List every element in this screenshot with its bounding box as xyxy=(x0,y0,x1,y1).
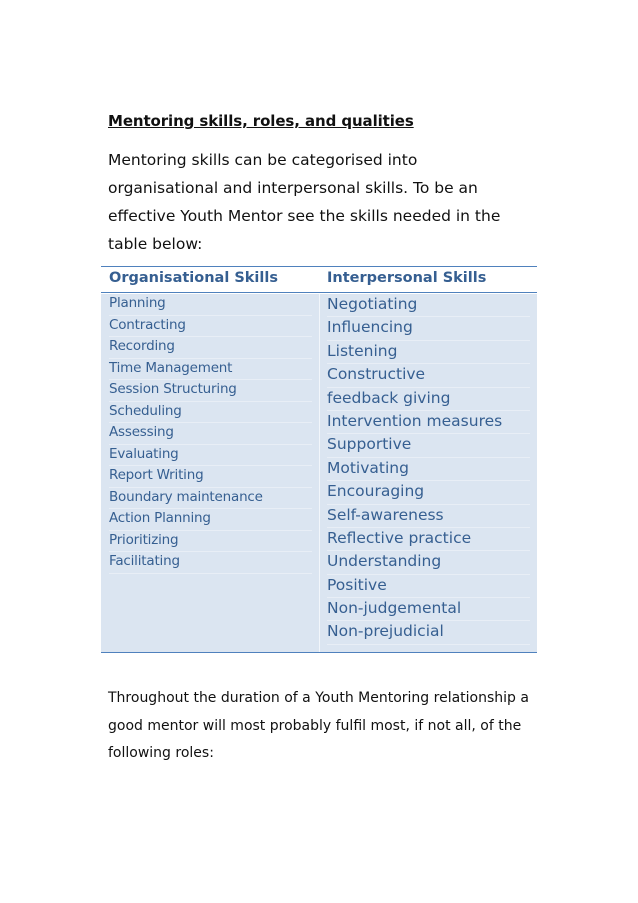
interpersonal-skill-item: Listening xyxy=(327,341,530,364)
column-divider xyxy=(319,294,320,652)
roles-paragraph: Throughout the duration of a Youth Mentoring relationship a good mentor will most probably fulfil most, if not all, of the following roles: xyxy=(108,690,529,761)
organisational-skill-item: Session Structuring xyxy=(109,380,312,402)
organisational-skill-item: Contracting xyxy=(109,316,312,338)
organisational-skills-list xyxy=(109,294,312,574)
interpersonal-skill-item: feedback giving xyxy=(327,388,530,411)
skills-table xyxy=(101,266,537,653)
organisational-skill-item: Boundary maintenance xyxy=(109,488,312,510)
organisational-skill-item: Assessing xyxy=(109,423,312,445)
table-body xyxy=(101,294,537,652)
interpersonal-skill-item: Non-judgemental xyxy=(327,598,530,621)
organisational-skill-item: Action Planning xyxy=(109,509,312,531)
organisational-skill-item: Report Writing xyxy=(109,466,312,488)
interpersonal-skill-item: Intervention measures xyxy=(327,411,530,434)
interpersonal-skill-item: Supportive xyxy=(327,434,530,457)
interpersonal-skill-item: Self-awareness xyxy=(327,505,530,528)
organisational-skill-item: Facilitating xyxy=(109,552,312,574)
interpersonal-skills-header: Interpersonal Skills xyxy=(327,270,487,286)
interpersonal-skill-item: Negotiating xyxy=(327,294,530,317)
header-rule xyxy=(101,292,537,293)
interpersonal-skill-item: Non-prejudicial xyxy=(327,621,530,644)
section-heading: Mentoring skills, roles, and qualities xyxy=(108,112,414,130)
intro-paragraph: Mentoring skills can be categorised into organisational and interpersonal skills. To be an effective Youth Mentor see the skills needed in the table below: xyxy=(108,151,501,253)
organisational-skill-item: Evaluating xyxy=(109,445,312,467)
organisational-skill-item: Prioritizing xyxy=(109,531,312,553)
organisational-skill-item: Time Management xyxy=(109,359,312,381)
organisational-skill-item: Scheduling xyxy=(109,402,312,424)
organisational-skill-item: Planning xyxy=(109,294,312,316)
interpersonal-skill-item: Reflective practice xyxy=(327,528,530,551)
interpersonal-skills-list xyxy=(327,294,530,645)
interpersonal-skill-item: Encouraging xyxy=(327,481,530,504)
interpersonal-skill-item: Positive xyxy=(327,575,530,598)
interpersonal-skill-item: Understanding xyxy=(327,551,530,574)
interpersonal-skill-item: Constructive xyxy=(327,364,530,387)
interpersonal-skill-item: Motivating xyxy=(327,458,530,481)
organisational-skills-header: Organisational Skills xyxy=(109,270,278,286)
organisational-skill-item: Recording xyxy=(109,337,312,359)
interpersonal-skill-item: Influencing xyxy=(327,317,530,340)
